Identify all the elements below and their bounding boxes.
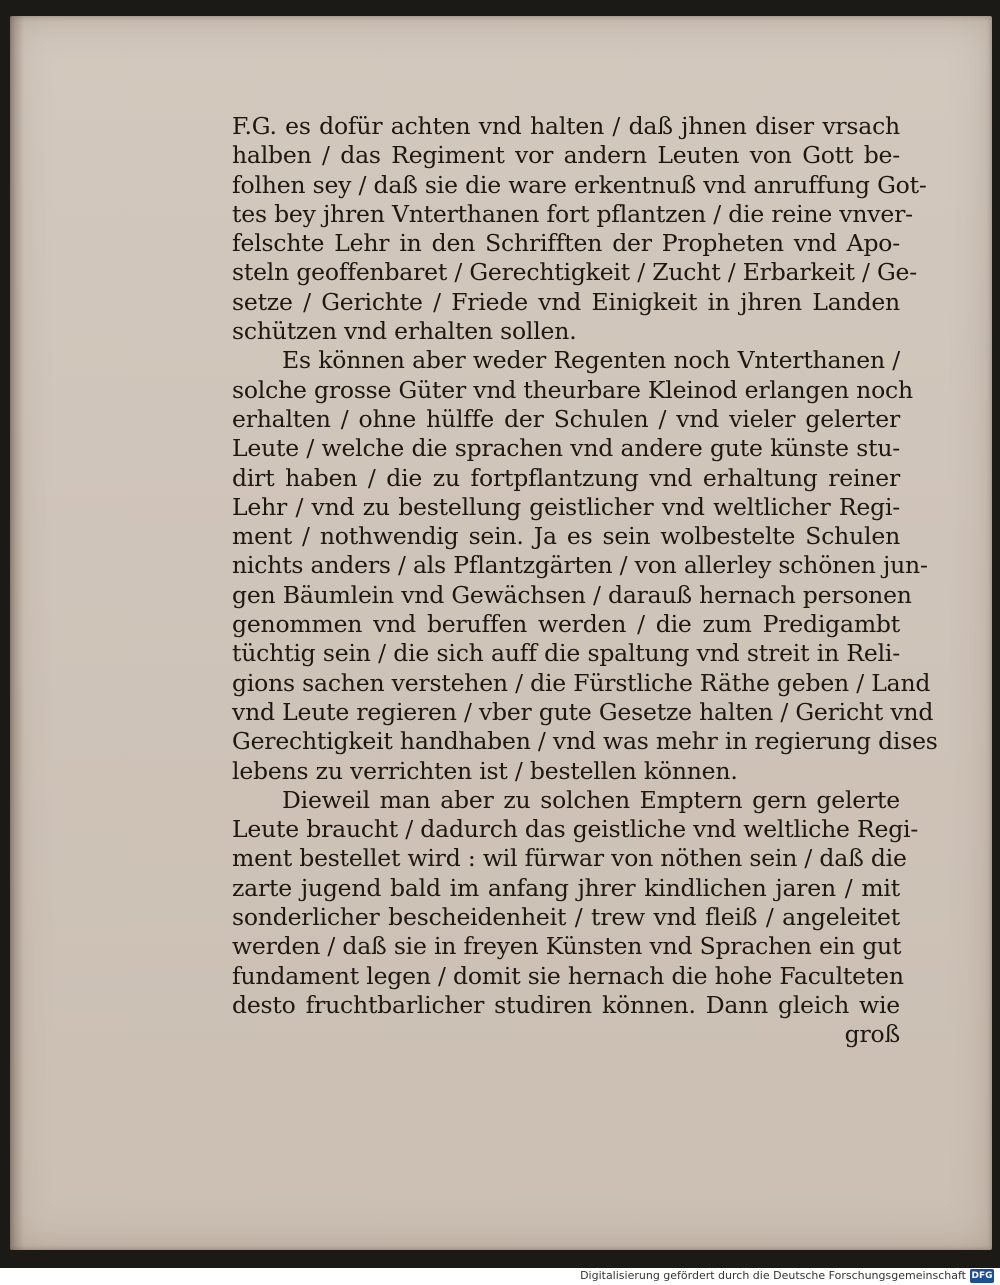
text-line: fundament legen / domit sie hernach die hohe Faculteten xyxy=(232,961,904,990)
text-line: desto fruchtbarlicher studiren können. Dann gleich wie xyxy=(232,990,900,1019)
paragraph-start-line: Es können aber weder Regenten noch Vnterthanen / xyxy=(282,346,900,375)
text-line: lebens zu verrichten ist / bestellen können. xyxy=(232,756,738,785)
text-line: sonderlicher bescheidenheit / trew vnd fleiß / angeleitet xyxy=(232,903,900,932)
text-line: setze / Gerichte / Friede vnd Einigkeit in jhren Landen xyxy=(232,287,900,316)
text-line: zarte jugend bald im anfang jhrer kindlichen jaren / mit xyxy=(232,873,900,902)
text-line: nichts anders / als Pflantzgärten / von allerley schönen jun- xyxy=(232,551,928,580)
text-line: felschte Lehr in den Schrifften der Propheten vnd Apo- xyxy=(232,229,900,258)
text-line: schützen vnd erhalten sollen. xyxy=(232,317,577,346)
catchword: groß xyxy=(844,1020,900,1049)
text-line: folhen sey / daß sie die ware erkentnuß vnd anruffung Got- xyxy=(232,170,927,199)
text-line: werden / daß sie in freyen Künsten vnd Sprachen ein gut xyxy=(232,932,902,961)
page-edge-shadow xyxy=(10,16,24,1250)
text-line: erhalten / ohne hülffe der Schulen / vnd vieler gelerter xyxy=(232,404,900,433)
footer-bar xyxy=(0,1268,1000,1285)
text-line: F.G. es dofür achten vnd halten / daß jhnen diser vrsach xyxy=(232,112,900,140)
text-line: ment / nothwendig sein. Ja es sein wolbestelte Schulen xyxy=(232,522,900,551)
body-text xyxy=(232,112,938,1050)
funding-credit: Digitalisierung gefördert durch die Deutsche Forschungsgemeinschaft xyxy=(580,1269,966,1282)
text-line: ment bestellet wird : wil fürwar von nöthen sein / daß die xyxy=(232,844,907,873)
text-line: tüchtig sein / die sich auff die spaltung vnd streit in Reli- xyxy=(232,639,900,668)
text-line: genommen vnd beruffen werden / die zum Predigambt xyxy=(232,610,900,639)
text-line: tes bey jhren Vnterthanen fort pflantzen / die reine vnver- xyxy=(232,199,913,228)
paragraph-start-line: Dieweil man aber zu solchen Emptern gern gelerte xyxy=(282,785,900,814)
text-line: gen Bäumlein vnd Gewächsen / darauß hernach personen xyxy=(232,580,912,609)
text-line: vnd Leute regieren / vber gute Gesetze halten / Gericht vnd xyxy=(232,697,934,726)
text-line: halben / das Regiment vor andern Leuten von Gott be- xyxy=(232,141,900,170)
text-line: solche grosse Güter vnd theurbare Kleinod erlangen noch xyxy=(232,375,913,404)
dfg-logo: DFG xyxy=(971,1271,993,1281)
text-line: dirt haben / die zu fortpflantzung vnd erhaltung reiner xyxy=(232,463,900,492)
text-line: Leute braucht / dadurch das geistliche vnd weltliche Regi- xyxy=(232,815,919,844)
text-line: steln geoffenbaret / Gerechtigkeit / Zucht / Erbarkeit / Ge- xyxy=(232,258,917,287)
text-line: Lehr / vnd zu bestellung geistlicher vnd weltlicher Regi- xyxy=(232,492,900,521)
text-line: Leute / welche die sprachen vnd andere gute künste stu- xyxy=(232,434,900,463)
text-line: Gerechtigkeit handhaben / vnd was mehr in regierung dises xyxy=(232,727,938,756)
text-line: gions sachen verstehen / die Fürstliche Räthe geben / Land xyxy=(232,668,931,697)
